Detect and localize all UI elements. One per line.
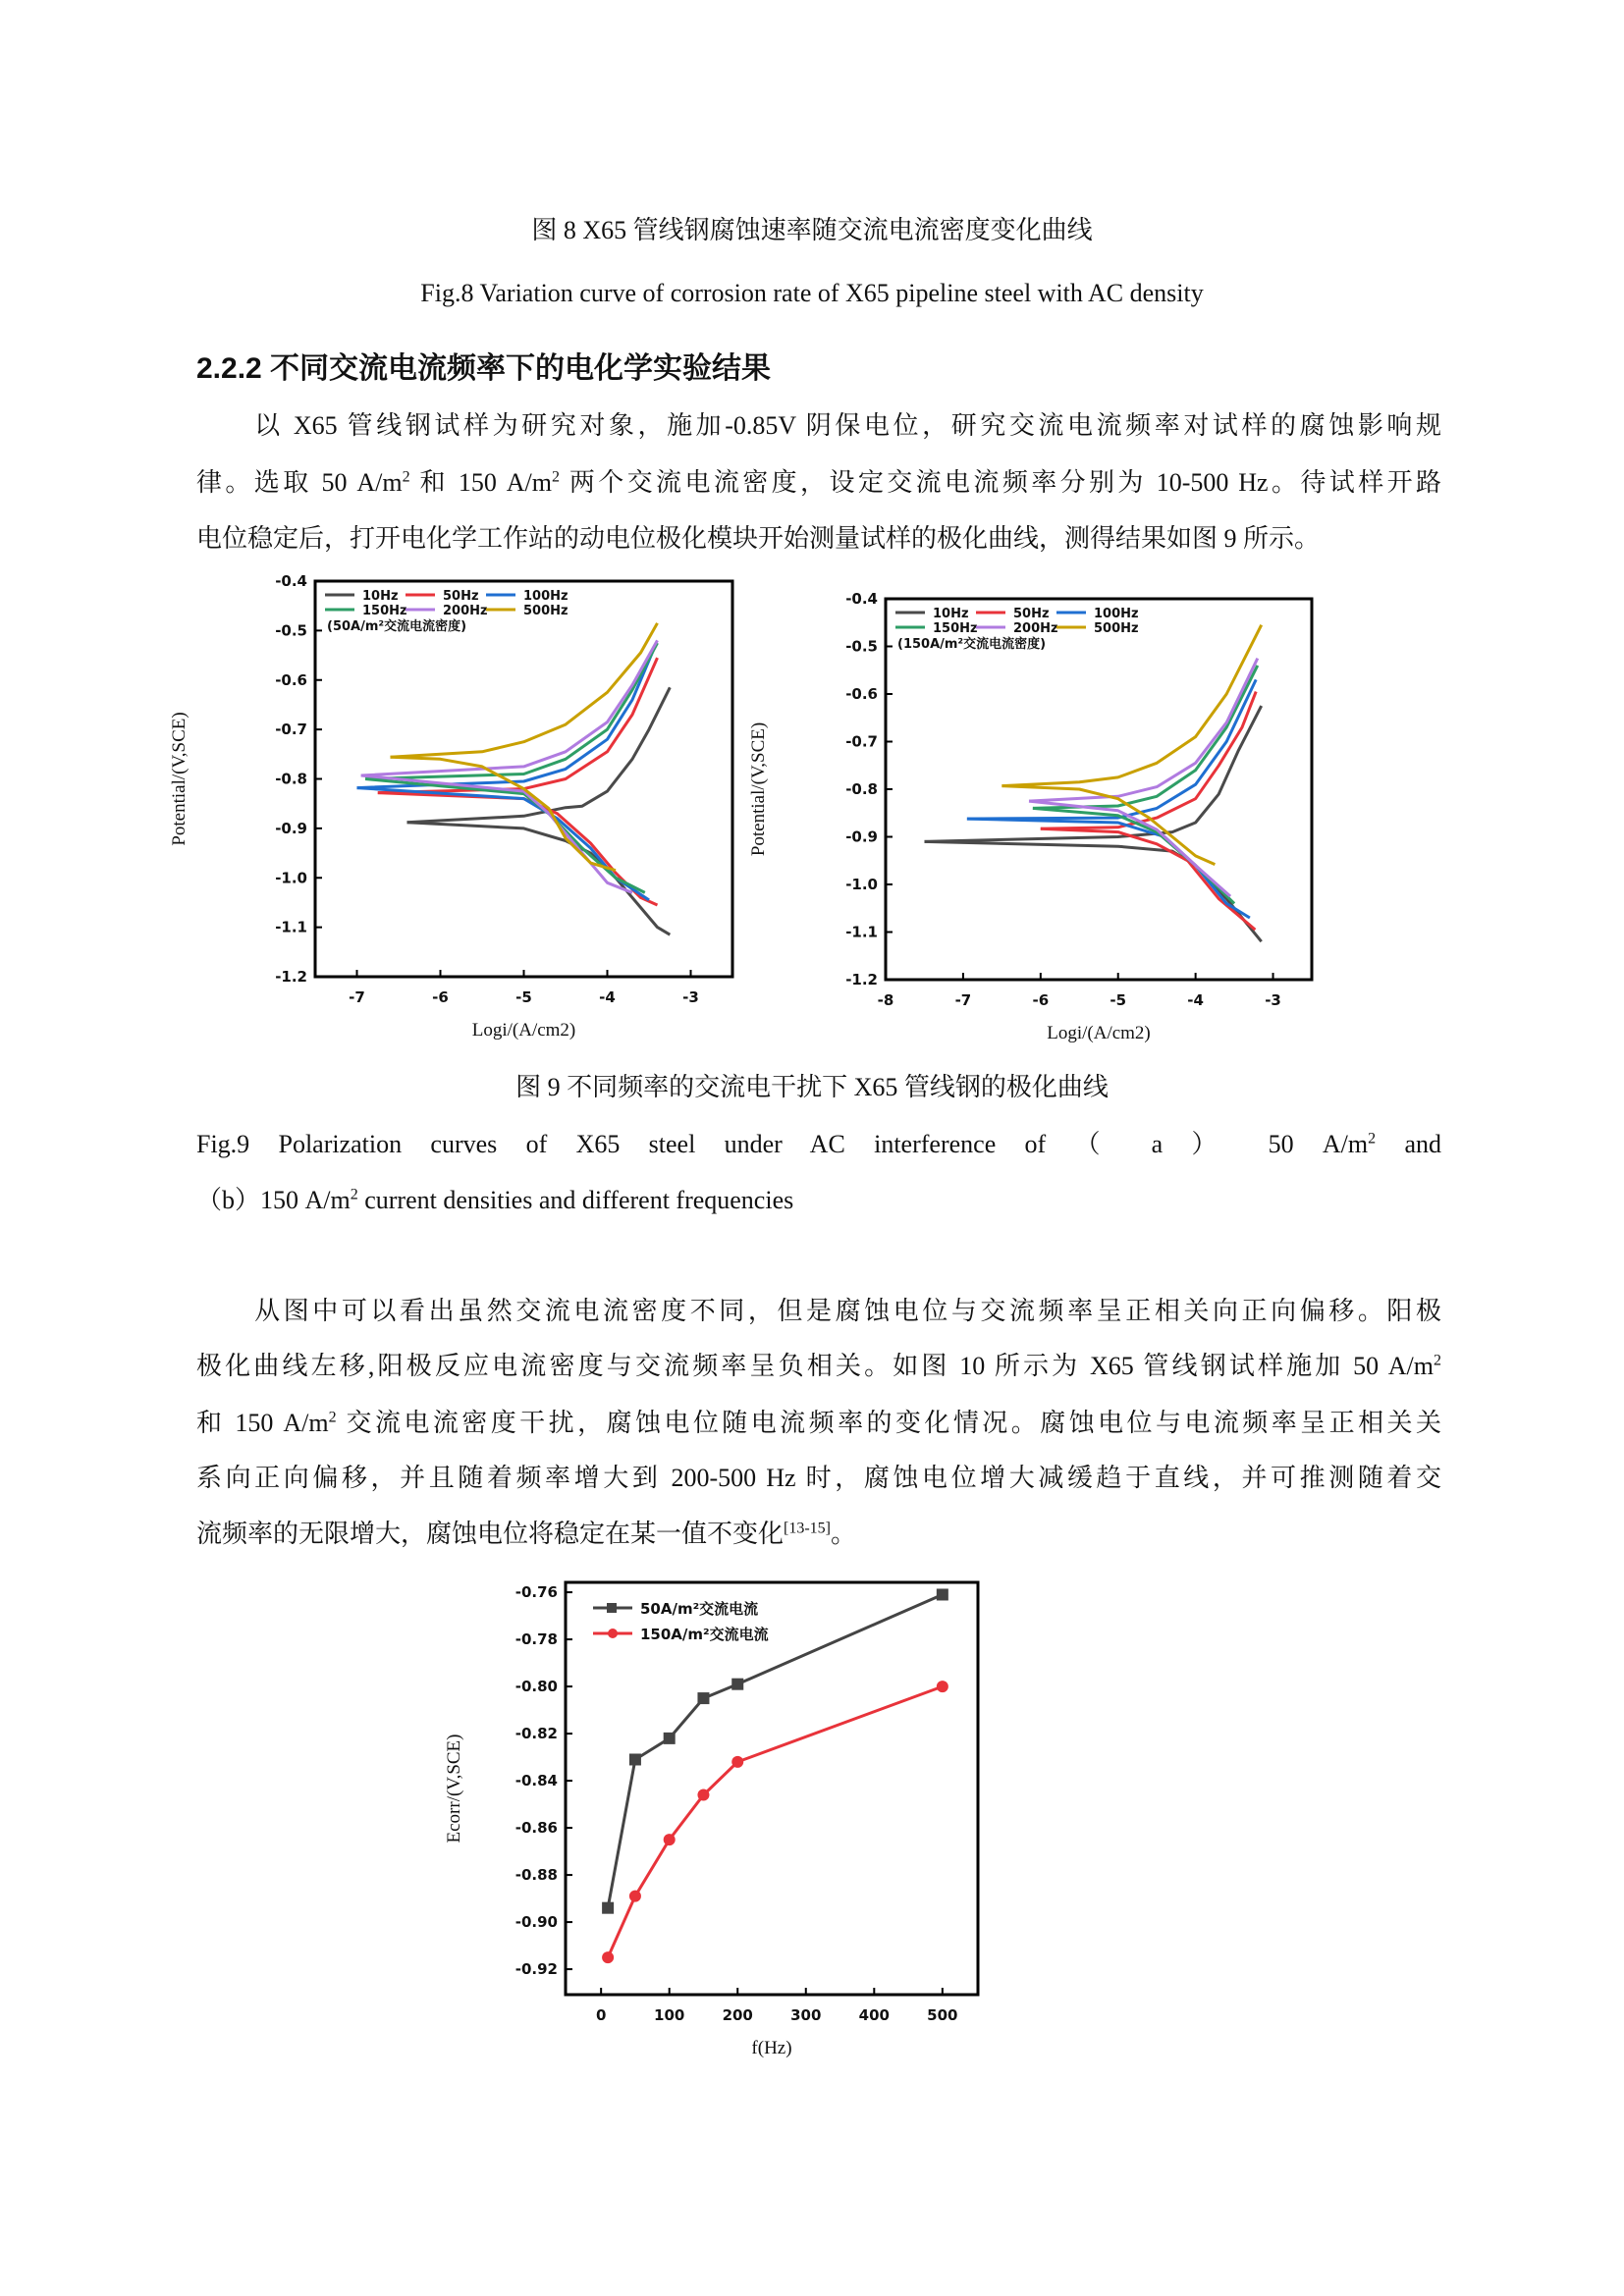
- superscript: 2: [1368, 1130, 1377, 1148]
- superscript: [13-15]: [784, 1520, 831, 1537]
- plot-frame: [566, 1582, 978, 1995]
- series-cathodic-branch: [967, 819, 1250, 918]
- chart-annotation: (50A/m²交流电流密度): [327, 619, 467, 634]
- data-point: [664, 1834, 676, 1845]
- series-cathodic-branch: [357, 788, 650, 900]
- legend-label: 150Hz: [362, 604, 407, 618]
- x-tick-label: 200: [722, 2006, 753, 2024]
- legend-label: 100Hz: [1094, 607, 1139, 621]
- y-tick-label: -0.8: [845, 780, 878, 798]
- data-point: [937, 1681, 948, 1692]
- legend-label: 10Hz: [362, 589, 399, 604]
- y-tick-label: -0.9: [845, 828, 878, 846]
- text-line: [196, 1124, 1441, 1160]
- text-line: [196, 518, 1441, 555]
- text-segment: 从图中可以看出虽然交流电流密度不同，但是腐蚀电位与交流频率呈正相关向正向偏移。阳极: [196, 1297, 1441, 1325]
- series-cathodic-branch: [378, 793, 658, 905]
- x-tick-label: 400: [858, 2006, 890, 2024]
- y-tick-label: -0.8: [275, 770, 307, 788]
- legend-label: 150A/m²交流电流: [640, 1626, 769, 1643]
- legend-marker: [607, 1603, 617, 1613]
- x-axis-label: f(Hz): [751, 2038, 792, 2058]
- text-segment: Fig.9 Polarization curves of X65 steel under AC interference of （ a ） 50 A/m: [196, 1130, 1369, 1158]
- legend-label: 500Hz: [523, 604, 568, 618]
- fig10-ecorr-chart: [444, 1561, 1159, 2091]
- y-tick-label: -0.5: [845, 637, 878, 656]
- x-tick-label: -5: [515, 988, 532, 1006]
- y-tick-label: -0.78: [514, 1630, 558, 1649]
- y-tick-label: -0.4: [845, 590, 878, 608]
- superscript: 2: [551, 468, 560, 486]
- text-segment: 律。选取 50 A/m: [196, 468, 403, 497]
- fig9-caption-cn: 图 9 不同频率的交流电干扰下 X65 管线钢的极化曲线: [515, 1073, 1109, 1101]
- legend-label: 10Hz: [933, 607, 969, 621]
- data-point: [697, 1789, 709, 1800]
- y-tick-label: -1.2: [845, 971, 878, 988]
- data-point: [629, 1891, 641, 1902]
- superscript: 2: [1434, 1352, 1441, 1369]
- text-segment: 极化曲线左移,阳极反应电流密度与交流频率呈负相关。如图 10 所示为 X65 管线钢试样施加 50 A/m: [196, 1352, 1434, 1380]
- x-axis-label: Logi/(A/cm2): [1047, 1023, 1151, 1043]
- y-tick-label: -1.0: [845, 876, 878, 893]
- text-segment: 系向正向偏移，并且随着频率增大到 200-500 Hz 时，腐蚀电位增大减缓趋于直线，并可推测随着交: [196, 1464, 1441, 1492]
- data-point: [731, 1679, 743, 1690]
- legend-label: 50A/m²交流电流: [640, 1600, 759, 1618]
- y-tick-label: -0.7: [275, 721, 307, 739]
- y-tick-label: -0.84: [514, 1772, 558, 1790]
- series-anodic-branch: [1033, 666, 1258, 809]
- chart-annotation: (150A/m²交流电流密度): [897, 637, 1047, 652]
- text-segment: 交流电流密度干扰，腐蚀电位随电流频率的变化情况。腐蚀电位与电流频率呈正相关关: [336, 1409, 1441, 1437]
- y-tick-label: -0.92: [514, 1960, 558, 1979]
- legend-label: 200Hz: [1013, 621, 1058, 636]
- y-tick-label: -0.86: [514, 1819, 558, 1838]
- fig8-caption-en: Fig.8 Variation curve of corrosion rate of X65 pipeline steel with AC density: [420, 279, 1204, 307]
- x-axis-label: Logi/(A/cm2): [471, 1020, 576, 1041]
- text-line: [196, 1514, 1441, 1550]
- text-line: [196, 405, 1441, 442]
- x-tick-label: -3: [1265, 991, 1281, 1009]
- superscript: 2: [402, 468, 410, 486]
- legend-label: 100Hz: [523, 589, 568, 604]
- fig8-caption-cn: 图 8 X65 管线钢腐蚀速率随交流电流密度变化曲线: [531, 216, 1093, 244]
- fig9b-polarization-chart: [748, 579, 1394, 1055]
- y-axis-label: Potential/(V,SCE): [169, 712, 189, 846]
- text-segment: 和 150 A/m: [196, 1409, 329, 1437]
- data-point: [937, 1588, 948, 1600]
- series-cathodic-branch: [407, 823, 671, 934]
- y-tick-label: -0.80: [514, 1678, 558, 1696]
- y-tick-label: -1.1: [275, 918, 307, 936]
- text-segment: （b）150 A/m: [196, 1186, 351, 1214]
- text-segment: current densities and different frequencies: [357, 1186, 794, 1214]
- text-segment: and: [1376, 1130, 1441, 1158]
- y-tick-label: -0.9: [275, 819, 307, 837]
- y-axis-label: Potential/(V,SCE): [748, 721, 769, 857]
- y-tick-label: -0.82: [514, 1725, 558, 1743]
- x-tick-label: -4: [599, 988, 616, 1006]
- data-point: [602, 1902, 614, 1914]
- legend-label: 150Hz: [933, 621, 978, 636]
- text-line: [196, 1291, 1441, 1327]
- data-point: [602, 1951, 614, 1963]
- y-tick-label: -1.0: [275, 869, 307, 887]
- y-tick-label: -0.90: [514, 1913, 558, 1932]
- x-tick-label: -6: [432, 988, 449, 1006]
- text-segment: 流频率的无限增大，腐蚀电位将稳定在某一值不变化: [196, 1520, 785, 1548]
- superscript: 2: [350, 1186, 358, 1203]
- legend-marker: [608, 1629, 618, 1638]
- text-line: [196, 1180, 1441, 1216]
- y-tick-label: -0.4: [275, 572, 307, 590]
- legend-label: 50Hz: [1013, 607, 1050, 621]
- x-tick-label: -7: [349, 988, 365, 1006]
- x-tick-label: -8: [877, 991, 894, 1009]
- x-tick-label: -5: [1110, 991, 1127, 1009]
- x-tick-label: 500: [927, 2006, 958, 2024]
- data-point: [731, 1756, 743, 1768]
- x-tick-label: -4: [1187, 991, 1204, 1009]
- section-heading: 2.2.2 不同交流电流频率下的电化学实验结果: [196, 352, 772, 385]
- x-tick-label: -6: [1032, 991, 1050, 1009]
- text-segment: 。: [831, 1520, 857, 1548]
- y-tick-label: -1.2: [275, 968, 307, 986]
- x-tick-label: 0: [595, 2006, 607, 2024]
- text-line: [196, 1346, 1441, 1382]
- x-tick-label: -7: [954, 991, 972, 1009]
- y-tick-label: -0.76: [514, 1583, 558, 1602]
- x-tick-label: 300: [790, 2006, 822, 2024]
- y-axis-label: Ecorr/(V,SCE): [444, 1734, 464, 1843]
- text-line: [196, 1458, 1441, 1494]
- y-tick-label: -0.5: [275, 621, 307, 640]
- legend-label: 500Hz: [1094, 621, 1139, 636]
- legend-label: 50Hz: [443, 589, 479, 604]
- y-tick-label: -0.7: [845, 732, 878, 751]
- y-tick-label: -0.6: [275, 670, 307, 689]
- text-segment: 和 150 A/m: [409, 468, 552, 497]
- text-line: [196, 1403, 1441, 1439]
- data-point: [697, 1692, 709, 1704]
- text-segment: 两个交流电流密度，设定交流电流频率分别为 10-500 Hz。待试样开路: [559, 468, 1441, 497]
- data-point: [629, 1753, 641, 1765]
- superscript: 2: [328, 1409, 337, 1426]
- text-line: [196, 462, 1441, 499]
- series-line: [608, 1686, 943, 1957]
- data-point: [664, 1733, 676, 1744]
- text-segment: 以 X65 管线钢试样为研究对象，施加-0.85V 阴保电位，研究交流电流频率对试样的腐蚀影响规: [196, 411, 1441, 440]
- y-tick-label: -0.88: [514, 1866, 558, 1885]
- y-tick-label: -0.6: [845, 685, 878, 703]
- x-tick-label: 100: [654, 2006, 685, 2024]
- text-segment: 电位稳定后，打开电化学工作站的动电位极化模块开始测量试样的极化曲线，测得结果如图 9 所示。: [196, 524, 1321, 553]
- y-tick-label: -1.1: [845, 923, 878, 941]
- x-tick-label: -3: [682, 988, 699, 1006]
- series-cathodic-branch: [925, 841, 1262, 941]
- legend-label: 200Hz: [443, 604, 488, 618]
